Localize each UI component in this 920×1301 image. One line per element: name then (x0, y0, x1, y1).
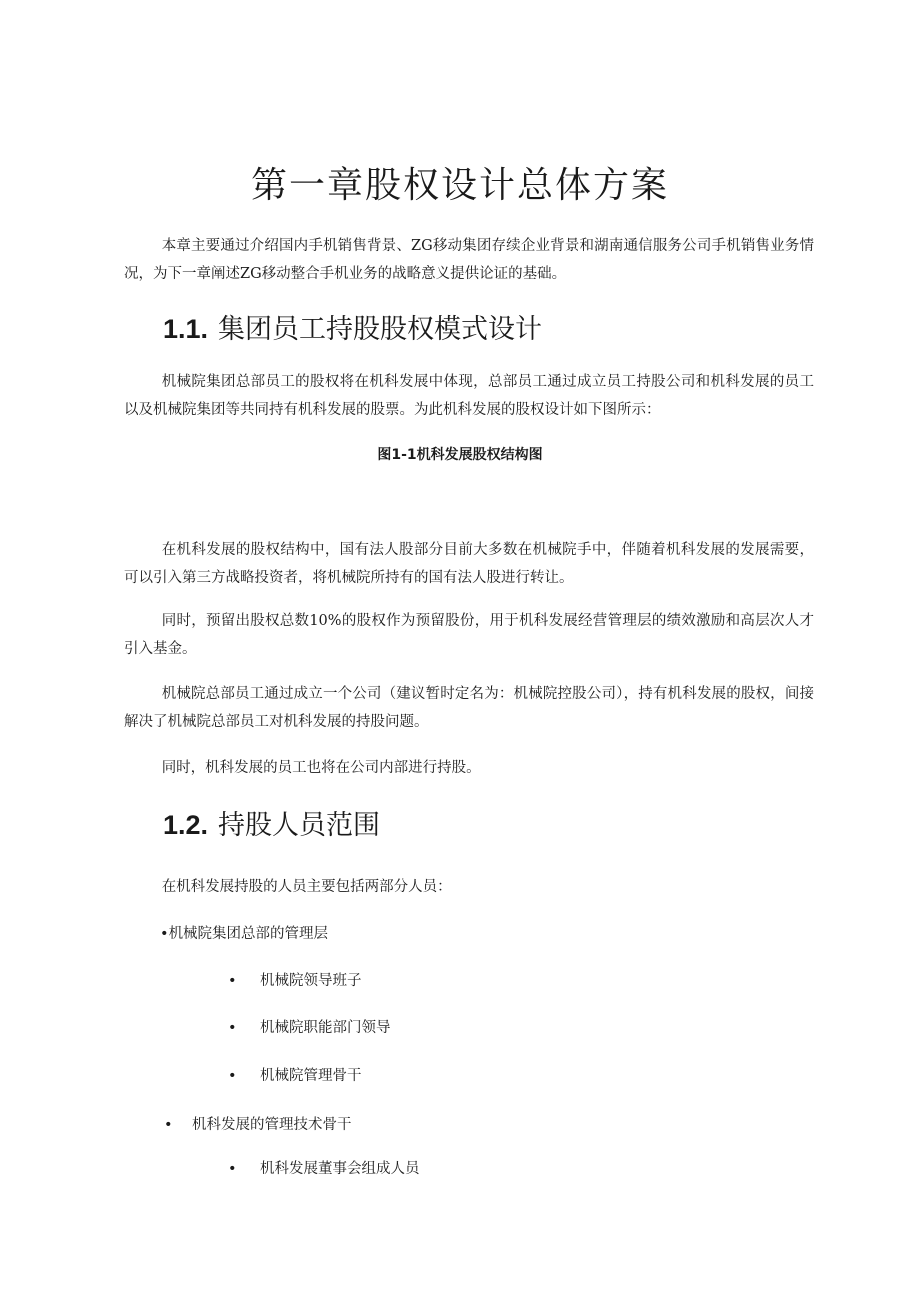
section1-paragraph-5: 同时，机科发展的员工也将在公司内部进行持股。 (161, 760, 481, 776)
list-item (228, 1016, 391, 1040)
list-item (164, 1113, 352, 1137)
list-item-label: 机科发展的管理技术骨干 (192, 1117, 352, 1133)
bullet-icon: • (228, 973, 237, 989)
list-item-label: 机械院职能部门领导 (260, 1020, 391, 1036)
chapter-title: 第一章股权设计总体方案 (250, 165, 669, 206)
list-item-label: 机械院管理骨干 (260, 1068, 362, 1084)
list-item (228, 1064, 362, 1088)
bullet-icon: • (228, 1068, 237, 1084)
section2-intro-paragraph: 在机科发展持股的人员主要包括两部分人员： (161, 879, 452, 895)
bullet-icon: • (164, 1117, 173, 1133)
list-item-label: 机科发展董事会组成人员 (260, 1161, 420, 1177)
list-item-label: 机械院集团总部的管理层 (168, 926, 329, 942)
section-title: 持股人员范围 (218, 810, 381, 841)
section-number: 1.2. (163, 810, 209, 840)
section1-paragraph-4: 机械院总部员工通过成立一个公司（建议暂时定名为：机械院控股公司），持有机科发展的股权，间接解决了机械院总部员工对机科发展的持股问题。 (124, 686, 814, 730)
section-title: 集团员工持股股权模式设计 (218, 314, 543, 345)
chapter-intro-paragraph: 本章主要通过介绍国内手机销售背景、ZG移动集团存续企业背景和湖南通信服务公司手机销售业务情况，为下一章阐述ZG移动整合手机业务的战略意义提供论证的基础。 (124, 238, 814, 282)
section1-paragraph-3: 同时，预留出股权总数10%的股权作为预留股份，用于机科发展经营管理层的绩效激励和高层次人才引入基金。 (124, 613, 814, 657)
section1-paragraph-2: 在机科发展的股权结构中，国有法人股部分目前大多数在机械院手中，伴随着机科发展的发展需要，可以引入第三方战略投资者，将机械院所持有的国有法人股进行转让。 (124, 542, 814, 586)
bullet-icon: • (160, 926, 169, 942)
bullet-icon: • (228, 1020, 237, 1036)
list-item (228, 969, 362, 993)
section-heading-1-2 (163, 805, 380, 846)
figure-caption: 图1-1机科发展股权结构图 (377, 447, 543, 463)
list-item-label: 机械院领导班子 (260, 973, 362, 989)
section-number: 1.1. (163, 314, 209, 344)
section1-paragraph-1: 机械院集团总部员工的股权将在机科发展中体现，总部员工通过成立员工持股公司和机科发展的员工以及机械院集团等共同持有机科发展的股票。为此机科发展的股权设计如下图所示： (124, 374, 814, 418)
bullet-icon: • (228, 1161, 237, 1177)
list-item (228, 1157, 420, 1181)
list-item (160, 922, 328, 946)
section-heading-1-1 (163, 309, 542, 350)
